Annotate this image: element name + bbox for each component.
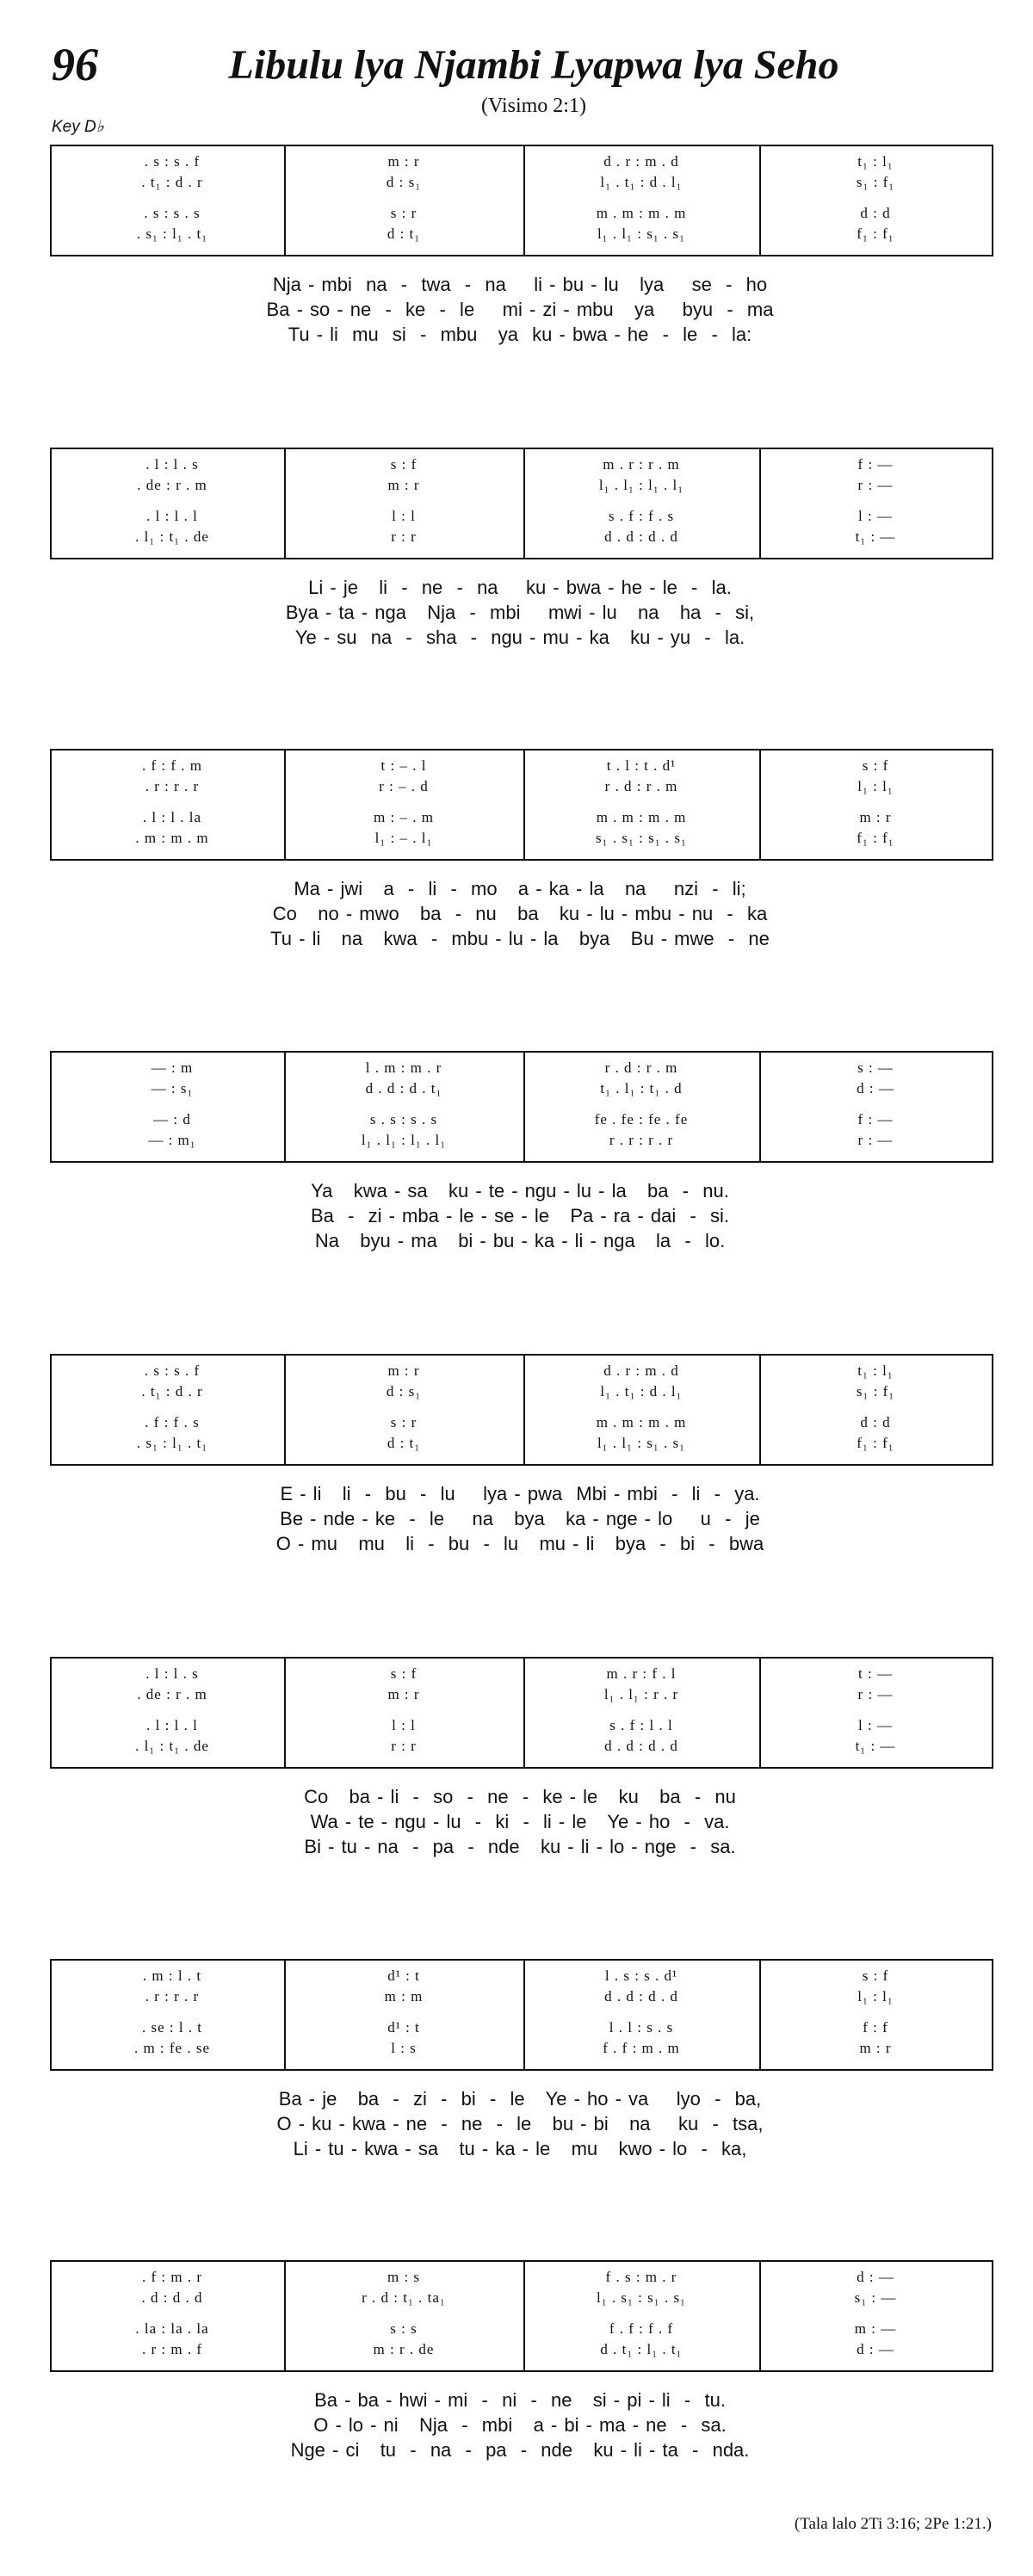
solfa-measure: d . d : d . d bbox=[604, 1738, 678, 1754]
lyric-line: Ya kwa - sa ku - te - ngu - lu - la ba - nu. bbox=[311, 1180, 729, 1202]
voice-part-row bbox=[52, 153, 992, 172]
solfa-staff bbox=[50, 1657, 993, 1769]
music-system bbox=[50, 1959, 993, 2161]
solfa-measure: fe . fe : fe . fe bbox=[594, 1111, 689, 1127]
solfa-measure: d : d bbox=[860, 1414, 891, 1430]
solfa-measure: l : l bbox=[392, 508, 416, 524]
music-system bbox=[50, 448, 993, 650]
solfa-measure: l₁ : l₁ bbox=[857, 1988, 894, 2005]
solfa-measure: l : — bbox=[858, 1717, 893, 1733]
solfa-measure: s : r bbox=[390, 1414, 418, 1430]
voice-part-row bbox=[52, 528, 992, 547]
solfa-measure: r : — bbox=[857, 1132, 894, 1148]
solfa-measure: t : — bbox=[858, 1665, 893, 1682]
voice-part-row bbox=[52, 778, 992, 797]
lyric-line: Li - je li - ne - na ku - bwa - he - le - la. bbox=[308, 577, 732, 598]
solfa-measure: l₁ . l₁ : s₁ . s₁ bbox=[597, 225, 686, 242]
solfa-measure: l₁ . l₁ : r . r bbox=[603, 1686, 679, 1702]
solfa-measure: l . s : s . d¹ bbox=[604, 1968, 678, 1984]
lyric-line: Nge - ci tu - na - pa - nde ku - li - ta - nda. bbox=[290, 2439, 750, 2461]
solfa-measure: m : – . m bbox=[374, 809, 434, 825]
solfa-measure: m : r bbox=[859, 809, 892, 825]
voice-part-row bbox=[52, 830, 992, 849]
solfa-measure: s . f : l . l bbox=[609, 1717, 673, 1733]
voice-part-row bbox=[52, 205, 992, 224]
solfa-measure: l₁ : – . l₁ bbox=[374, 830, 433, 846]
voice-part-row bbox=[52, 1362, 992, 1381]
solfa-measure: r : r bbox=[391, 528, 417, 545]
lyric-line: O - mu mu li - bu - lu mu - li bya - bi - bwa bbox=[275, 1533, 764, 1554]
solfa-measure: . la : la . la bbox=[135, 2320, 209, 2337]
voice-part-row bbox=[52, 1717, 992, 1736]
solfa-measure: t₁ : — bbox=[855, 1738, 896, 1754]
solfa-measure: l₁ . t₁ : d . l₁ bbox=[600, 174, 683, 190]
voice-part-row bbox=[52, 1111, 992, 1130]
lyrics-block bbox=[50, 1784, 990, 1859]
solfa-measure: . s₁ : l₁ . t₁ bbox=[136, 225, 208, 242]
solfa-measure: s₁ : f₁ bbox=[856, 174, 895, 190]
solfa-measure: . l₁ : t₁ . de bbox=[135, 1738, 209, 1754]
solfa-measure: . s : s . f bbox=[144, 1362, 201, 1379]
solfa-staff bbox=[50, 145, 993, 256]
lyric-line: Tu - li na kwa - mbu - lu - la bya Bu - mwe - ne bbox=[270, 928, 770, 949]
solfa-measure: d : d bbox=[860, 205, 891, 221]
solfa-measure: d : — bbox=[857, 2341, 894, 2357]
lyric-line: Tu - li mu si - mbu ya ku - bwa - he - le - la: bbox=[288, 324, 752, 345]
solfa-measure: r : – . d bbox=[379, 778, 429, 794]
solfa-measure: l : l bbox=[392, 1717, 416, 1733]
lyric-line: Ye - su na - sha - ngu - mu - ka ku - yu - la. bbox=[294, 627, 745, 648]
solfa-measure: s . s : s . s bbox=[369, 1111, 438, 1127]
solfa-measure: m . m : m . m bbox=[596, 1414, 687, 1430]
solfa-measure: l₁ : l₁ bbox=[857, 778, 894, 794]
solfa-measure: . l : l . l bbox=[146, 508, 198, 524]
lyric-line: Ba - zi - mba - le - se - le Pa - ra - dai - si. bbox=[310, 1205, 730, 1226]
solfa-measure: d . r : m . d bbox=[603, 1362, 679, 1379]
voice-part-row bbox=[52, 1059, 992, 1078]
solfa-measure: l : — bbox=[858, 508, 893, 524]
solfa-measure: d : s₁ bbox=[386, 174, 422, 190]
solfa-measure: r . d : r . m bbox=[604, 778, 678, 794]
solfa-measure: . t₁ : d . r bbox=[141, 1383, 203, 1399]
solfa-measure: — : m₁ bbox=[148, 1132, 196, 1148]
voice-part-row bbox=[52, 1383, 992, 1402]
solfa-measure: r . r : r . r bbox=[609, 1132, 674, 1148]
voice-part-row bbox=[52, 2341, 992, 2360]
lyric-line: Bya - ta - nga Nja - mbi mwi - lu na ha - si, bbox=[285, 602, 755, 623]
voice-part-row bbox=[52, 1968, 992, 1986]
solfa-measure: m : — bbox=[854, 2320, 897, 2337]
solfa-measure: l . m : m . r bbox=[365, 1059, 442, 1076]
solfa-measure: l₁ . l₁ : l₁ . l₁ bbox=[598, 477, 684, 493]
voice-part-row bbox=[52, 456, 992, 475]
lyrics-block bbox=[50, 1481, 990, 1556]
solfa-measure: r : r bbox=[391, 1738, 417, 1754]
solfa-measure: s : s bbox=[390, 2320, 418, 2337]
solfa-measure: l₁ . l₁ : s₁ . s₁ bbox=[597, 1435, 686, 1451]
solfa-measure: . r : r . r bbox=[145, 1988, 200, 2005]
voice-part-row bbox=[52, 809, 992, 828]
key-signature: Key D♭ bbox=[52, 118, 104, 136]
solfa-measure: d : s₁ bbox=[386, 1383, 422, 1399]
solfa-measure: . s : s . s bbox=[144, 205, 201, 221]
lyrics-block bbox=[50, 272, 990, 347]
solfa-measure: s₁ : f₁ bbox=[856, 1383, 895, 1399]
voice-part-row bbox=[52, 1988, 992, 2007]
solfa-measure: . d : d . d bbox=[141, 2289, 203, 2306]
music-system bbox=[50, 1354, 993, 1556]
solfa-staff bbox=[50, 1051, 993, 1163]
solfa-measure: r : — bbox=[857, 1686, 894, 1702]
solfa-measure: . r : r . r bbox=[145, 778, 200, 794]
solfa-staff bbox=[50, 1354, 993, 1466]
solfa-measure: . de : r . m bbox=[137, 477, 207, 493]
solfa-staff bbox=[50, 448, 993, 559]
music-system bbox=[50, 2260, 993, 2462]
music-system bbox=[50, 145, 993, 347]
solfa-measure: l : s bbox=[391, 2040, 417, 2056]
solfa-measure: . l : l . s bbox=[145, 1665, 199, 1682]
solfa-measure: r . d : t₁ . ta₁ bbox=[362, 2289, 446, 2306]
lyric-line: Be - nde - ke - le na bya ka - nge - lo u - je bbox=[280, 1508, 760, 1529]
lyric-line: Ba - ba - hwi - mi - ni - ne si - pi - li - tu. bbox=[314, 2389, 726, 2411]
lyric-line: Co ba - li - so - ne - ke - le ku ba - nu bbox=[304, 1786, 736, 1807]
voice-part-row bbox=[52, 1665, 992, 1684]
solfa-staff bbox=[50, 1959, 993, 2071]
music-system bbox=[50, 749, 993, 951]
solfa-measure: . t₁ : d . r bbox=[141, 174, 203, 190]
lyric-line: Ba - so - ne - ke - le mi - zi - mbu ya byu - ma bbox=[266, 299, 774, 320]
solfa-measure: l . l : s . s bbox=[609, 2019, 674, 2035]
lyric-line: Ba - je ba - zi - bi - le Ye - ho - va lyo - ba, bbox=[278, 2088, 762, 2110]
solfa-measure: d . d : d . d bbox=[604, 1988, 678, 2005]
solfa-measure: r . d : r . m bbox=[604, 1059, 678, 1076]
solfa-measure: s : f bbox=[390, 456, 418, 473]
solfa-measure: t₁ : — bbox=[855, 528, 896, 545]
solfa-measure: t . l : t . d¹ bbox=[606, 757, 677, 774]
lyrics-block bbox=[50, 2086, 990, 2161]
solfa-measure: m : r bbox=[387, 1362, 420, 1379]
voice-part-row bbox=[52, 2320, 992, 2339]
solfa-measure: m : r bbox=[387, 477, 420, 493]
voice-part-row bbox=[52, 1738, 992, 1757]
hymn-number: 96 bbox=[52, 39, 98, 90]
solfa-measure: . l : l . s bbox=[145, 456, 199, 473]
solfa-staff bbox=[50, 749, 993, 861]
lyric-line: Na byu - ma bi - bu - ka - li - nga la - lo. bbox=[314, 1230, 726, 1251]
solfa-measure: . m : fe . se bbox=[133, 2040, 211, 2056]
voice-part-row bbox=[52, 2040, 992, 2059]
solfa-measure: . m : m . m bbox=[135, 830, 209, 846]
solfa-measure: . m : l . t bbox=[142, 1968, 202, 1984]
solfa-measure: d : t₁ bbox=[387, 225, 421, 242]
solfa-measure: — : s₁ bbox=[151, 1080, 194, 1096]
solfa-measure: r : — bbox=[857, 477, 894, 493]
solfa-measure: m : r bbox=[387, 1686, 420, 1702]
solfa-measure: s : r bbox=[390, 205, 418, 221]
solfa-measure: d¹ : t bbox=[387, 1968, 420, 1984]
voice-part-row bbox=[52, 2289, 992, 2308]
lyrics-block bbox=[50, 575, 990, 650]
solfa-measure: f . s : m . r bbox=[605, 2269, 677, 2285]
lyric-line: Bi - tu - na - pa - nde ku - li - lo - nge - sa. bbox=[304, 1836, 736, 1857]
voice-part-row bbox=[52, 1414, 992, 1433]
solfa-measure: . s : s . f bbox=[144, 153, 201, 170]
solfa-measure: t₁ : l₁ bbox=[857, 1362, 894, 1379]
music-system bbox=[50, 1657, 993, 1859]
solfa-measure: l₁ . l₁ : l₁ . l₁ bbox=[361, 1132, 447, 1148]
solfa-measure: s : — bbox=[857, 1059, 894, 1076]
solfa-measure: s : f bbox=[862, 1968, 889, 1984]
solfa-measure: m . r : f . l bbox=[606, 1665, 677, 1682]
solfa-measure: f : f bbox=[863, 2019, 888, 2035]
solfa-measure: — : d bbox=[153, 1111, 191, 1127]
solfa-measure: f₁ : f₁ bbox=[857, 225, 894, 242]
lyric-line: Nja - mbi na - twa - na li - bu - lu lya se - ho bbox=[272, 274, 768, 295]
solfa-measure: s . f : f . s bbox=[608, 508, 675, 524]
solfa-measure: . de : r . m bbox=[137, 1686, 207, 1702]
lyrics-block bbox=[50, 2388, 990, 2462]
solfa-measure: . l : l . la bbox=[142, 809, 202, 825]
solfa-measure: s₁ : — bbox=[854, 2289, 897, 2306]
solfa-measure: . f : f . m bbox=[141, 757, 203, 774]
solfa-measure: d : — bbox=[857, 2269, 894, 2285]
lyric-line: O - lo - ni Nja - mbi a - bi - ma - ne - sa. bbox=[313, 2414, 727, 2436]
solfa-measure: m : r . de bbox=[373, 2341, 435, 2357]
voice-part-row bbox=[52, 174, 992, 193]
solfa-measure: f : — bbox=[857, 456, 894, 473]
solfa-measure: f₁ : f₁ bbox=[857, 830, 894, 846]
voice-part-row bbox=[52, 225, 992, 244]
solfa-measure: t₁ : l₁ bbox=[857, 153, 894, 170]
solfa-measure: m : m bbox=[384, 1988, 424, 2005]
solfa-measure: . f : m . r bbox=[141, 2269, 203, 2285]
voice-part-row bbox=[52, 1132, 992, 1151]
voice-part-row bbox=[52, 477, 992, 496]
hymn-title: Libulu lya Njambi Lyapwa lya Seho bbox=[228, 42, 839, 88]
voice-part-row bbox=[52, 508, 992, 527]
solfa-measure: f₁ : f₁ bbox=[857, 1435, 894, 1451]
solfa-measure: s : f bbox=[862, 757, 889, 774]
solfa-measure: d¹ : t bbox=[387, 2019, 420, 2035]
solfa-measure: f . f : f . f bbox=[609, 2320, 674, 2337]
solfa-measure: . se : l . t bbox=[141, 2019, 203, 2035]
solfa-measure: m : r bbox=[387, 153, 420, 170]
solfa-measure: t₁ . l₁ : t₁ . d bbox=[600, 1080, 683, 1096]
lyrics-block bbox=[50, 1178, 990, 1253]
solfa-measure: f : — bbox=[857, 1111, 894, 1127]
voice-part-row bbox=[52, 1686, 992, 1705]
footnote: (Tala lalo 2Ti 3:16; 2Pe 1:21.) bbox=[794, 2515, 992, 2533]
solfa-measure: . s₁ : l₁ . t₁ bbox=[136, 1435, 208, 1451]
solfa-measure: m : s bbox=[387, 2269, 421, 2285]
lyric-line: Ma - jwi a - li - mo a - ka - la na nzi - li; bbox=[294, 878, 746, 899]
solfa-measure: m : r bbox=[859, 2040, 892, 2056]
voice-part-row bbox=[52, 1435, 992, 1454]
scripture-reference: (Visimo 2:1) bbox=[481, 95, 586, 117]
solfa-measure: . f : f . s bbox=[145, 1414, 200, 1430]
solfa-measure: d . t₁ : l₁ . t₁ bbox=[600, 2341, 683, 2357]
lyric-line: Wa - te - ngu - lu - ki - li - le Ye - ho - va. bbox=[310, 1811, 730, 1832]
lyric-line: O - ku - kwa - ne - ne - le bu - bi na ku - tsa, bbox=[276, 2113, 764, 2134]
lyric-line: E - li li - bu - lu lya - pwa Mbi - mbi - li - ya. bbox=[280, 1483, 760, 1504]
solfa-measure: d : t₁ bbox=[387, 1435, 421, 1451]
solfa-measure: s₁ . s₁ : s₁ . s₁ bbox=[596, 830, 687, 846]
solfa-measure: m . r : r . m bbox=[603, 456, 680, 473]
solfa-measure: s : f bbox=[390, 1665, 418, 1682]
voice-part-row bbox=[52, 757, 992, 776]
solfa-measure: f . f : m . m bbox=[603, 2040, 680, 2056]
solfa-measure: . r : m . f bbox=[141, 2341, 203, 2357]
solfa-measure: t : – . l bbox=[380, 757, 427, 774]
music-system bbox=[50, 1051, 993, 1253]
solfa-measure: l₁ . s₁ : s₁ . s₁ bbox=[596, 2289, 686, 2306]
solfa-measure: m . m : m . m bbox=[596, 809, 687, 825]
solfa-staff bbox=[50, 2260, 993, 2372]
solfa-measure: d . d : d . t₁ bbox=[365, 1080, 442, 1096]
solfa-measure: . l₁ : t₁ . de bbox=[135, 528, 209, 545]
voice-part-row bbox=[52, 1080, 992, 1099]
voice-part-row bbox=[52, 2269, 992, 2288]
solfa-measure: — : m bbox=[151, 1059, 194, 1076]
solfa-measure: d : — bbox=[857, 1080, 894, 1096]
lyrics-block bbox=[50, 876, 990, 951]
solfa-measure: . l : l . l bbox=[146, 1717, 198, 1733]
voice-part-row bbox=[52, 2019, 992, 2038]
lyric-line: Co no - mwo ba - nu ba ku - lu - mbu - nu - ka bbox=[272, 903, 768, 924]
solfa-measure: d . r : m . d bbox=[603, 153, 679, 170]
solfa-measure: m . m : m . m bbox=[596, 205, 687, 221]
solfa-measure: d . d : d . d bbox=[604, 528, 678, 545]
solfa-measure: l₁ . t₁ : d . l₁ bbox=[600, 1383, 683, 1399]
lyric-line: Li - tu - kwa - sa tu - ka - le mu kwo - lo - ka, bbox=[293, 2138, 747, 2159]
